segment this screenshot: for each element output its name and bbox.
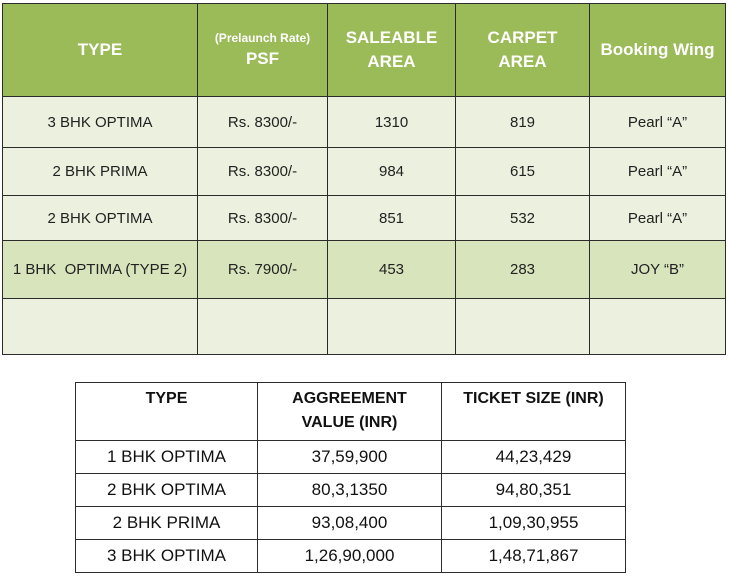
cell-carpet: 615 — [456, 148, 590, 196]
header-rate-main: PSF — [245, 49, 280, 68]
empty-cell — [198, 299, 328, 355]
pricing-table — [2, 3, 726, 355]
cell-carpet: 532 — [456, 196, 590, 241]
empty-cell — [3, 299, 198, 355]
cell-type: 2 BHK PRIMA — [76, 507, 258, 540]
table-row — [76, 507, 626, 540]
cell-saleable: 453 — [328, 241, 456, 299]
ticket-header-row — [76, 383, 626, 441]
cell-agreement: 80,3,1350 — [258, 474, 442, 507]
pricing-header-row — [3, 4, 726, 97]
empty-cell — [328, 299, 456, 355]
cell-type: 2 BHK OPTIMA — [76, 474, 258, 507]
cell-wing: JOY “B” — [590, 241, 726, 299]
empty-cell — [456, 299, 590, 355]
cell-agreement: 1,26,90,000 — [258, 540, 442, 573]
cell-type: 1 BHK OPTIMA — [76, 441, 258, 474]
header-type: TYPE — [76, 383, 258, 441]
header-booking-wing: Booking Wing — [590, 4, 726, 97]
table-row — [76, 474, 626, 507]
cell-ticket: 44,23,429 — [442, 441, 626, 474]
ticket-size-table — [75, 382, 626, 573]
cell-rate: Rs. 8300/- — [198, 148, 328, 196]
cell-type: 3 BHK OPTIMA — [3, 97, 198, 148]
header-rate-sub: (Prelaunch Rate) — [214, 31, 311, 45]
cell-ticket: 1,09,30,955 — [442, 507, 626, 540]
header-rate — [198, 4, 328, 97]
header-ticket-size: TICKET SIZE (INR) — [442, 383, 626, 441]
cell-wing: Pearl “A” — [590, 148, 726, 196]
cell-agreement: 37,59,900 — [258, 441, 442, 474]
header-agreement-value: AGGREEMENT VALUE (INR) — [258, 383, 442, 441]
empty-row — [3, 299, 726, 355]
cell-wing: Pearl “A” — [590, 196, 726, 241]
table-row — [3, 148, 726, 196]
header-type: TYPE — [3, 4, 198, 97]
cell-saleable: 984 — [328, 148, 456, 196]
cell-type: 3 BHK OPTIMA — [76, 540, 258, 573]
table-row — [3, 196, 726, 241]
cell-type: 2 BHK PRIMA — [3, 148, 198, 196]
cell-saleable: 851 — [328, 196, 456, 241]
cell-rate: Rs. 8300/- — [198, 97, 328, 148]
cell-carpet: 819 — [456, 97, 590, 148]
cell-carpet: 283 — [456, 241, 590, 299]
cell-ticket: 1,48,71,867 — [442, 540, 626, 573]
table-row — [76, 441, 626, 474]
table-row — [76, 540, 626, 573]
cell-agreement: 93,08,400 — [258, 507, 442, 540]
cell-saleable: 1310 — [328, 97, 456, 148]
cell-rate: Rs. 8300/- — [198, 196, 328, 241]
cell-rate: Rs. 7900/- — [198, 241, 328, 299]
header-saleable-area: SALEABLE AREA — [328, 4, 456, 97]
header-carpet-area: CARPET AREA — [456, 4, 590, 97]
table-row — [3, 241, 726, 299]
cell-ticket: 94,80,351 — [442, 474, 626, 507]
empty-cell — [590, 299, 726, 355]
cell-type: 2 BHK OPTIMA — [3, 196, 198, 241]
cell-wing: Pearl “A” — [590, 97, 726, 148]
table-row — [3, 97, 726, 148]
cell-type: 1 BHK OPTIMA (TYPE 2) — [3, 241, 198, 299]
